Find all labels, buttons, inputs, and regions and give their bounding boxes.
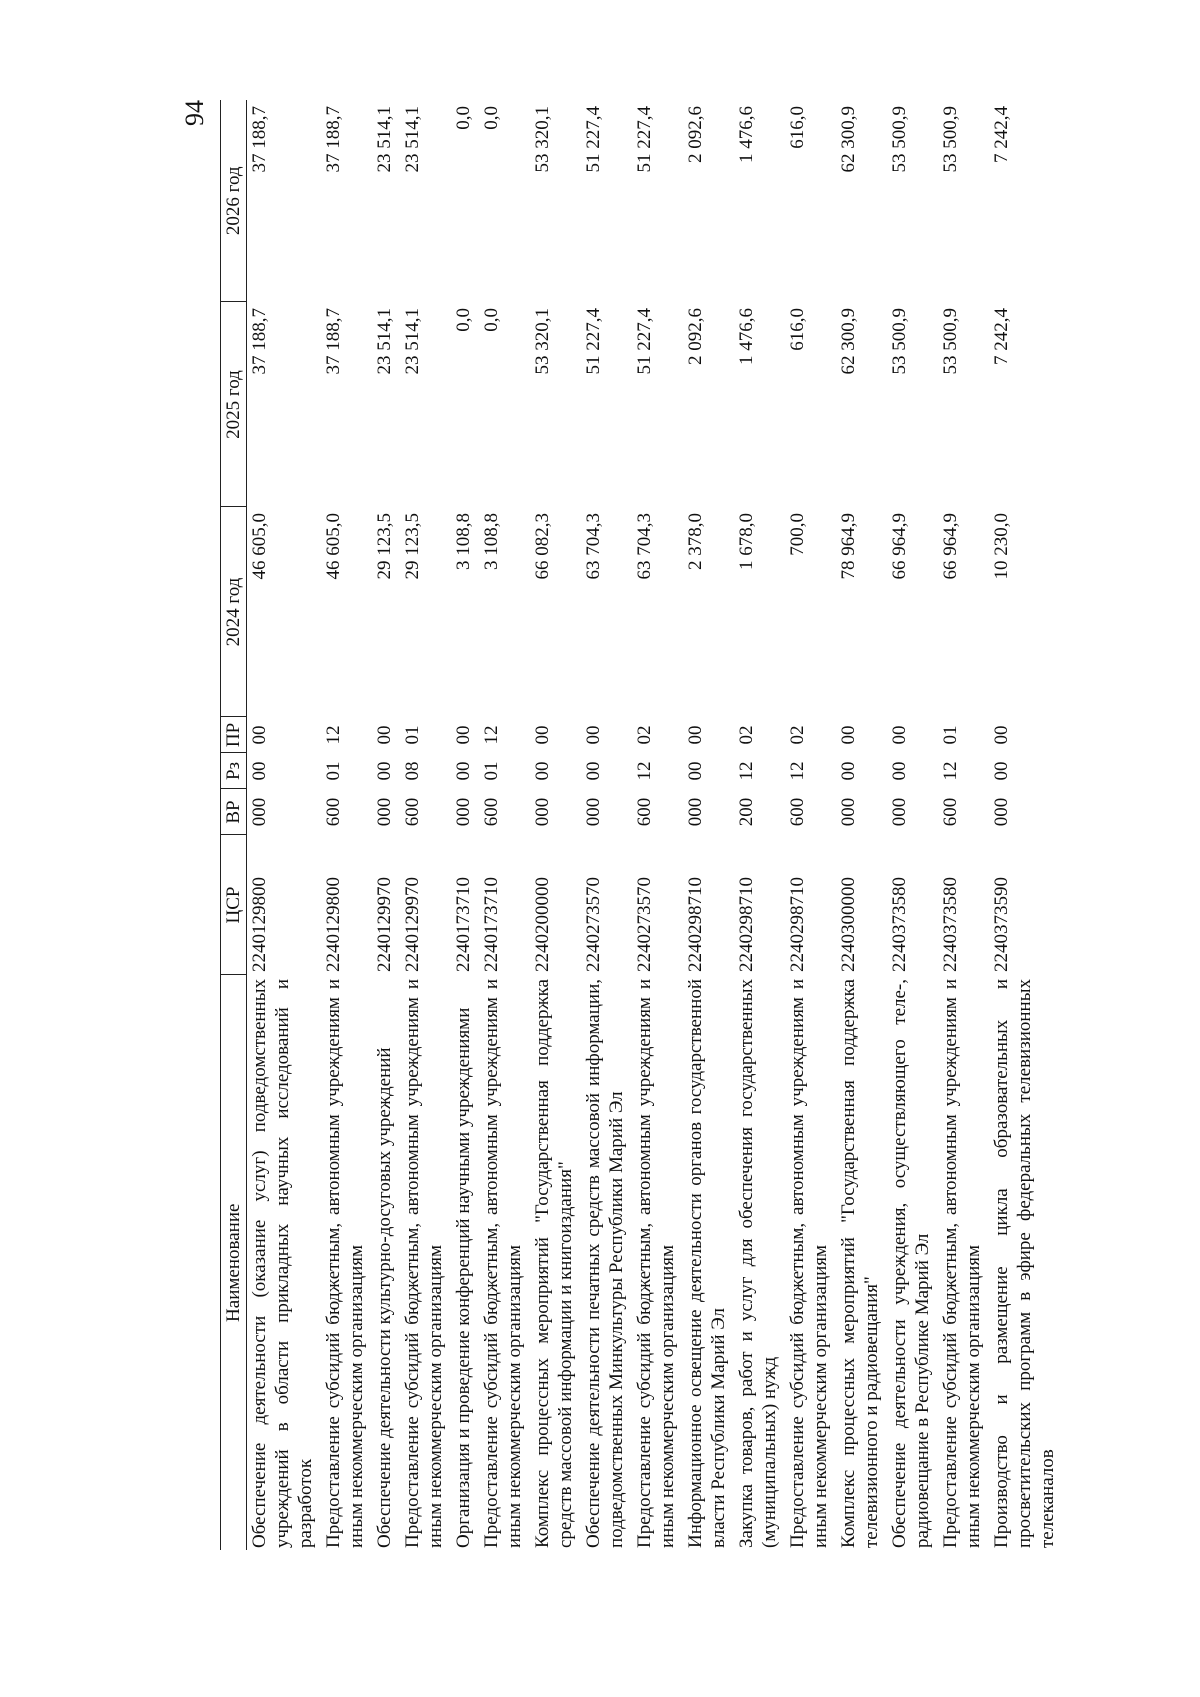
header-pr: ПР	[221, 717, 247, 753]
cell-2025: 23 514,1	[374, 308, 395, 375]
cell-2026: 0,0	[453, 106, 474, 130]
cell-2024: 10 230,0	[991, 513, 1012, 580]
header-2026: 2026 год	[221, 100, 247, 302]
cell-csr: 2240373580	[940, 877, 961, 972]
cell-2026: 37 188,7	[249, 106, 270, 173]
cell-pr: 01	[940, 725, 961, 745]
cell-2026: 0,0	[481, 106, 502, 130]
cell-rz: 00	[249, 761, 270, 781]
cell-vr: 200	[736, 797, 757, 827]
cell-vr: 000	[532, 797, 553, 827]
cell-rz: 00	[838, 761, 859, 781]
table-row	[632, 100, 683, 1550]
cell-csr: 2240298710	[685, 877, 706, 972]
cell-2025: 23 514,1	[402, 308, 423, 375]
cell-vr: 000	[991, 797, 1012, 827]
cell-2025: 7 242,4	[991, 308, 1012, 365]
cell-name: Комплекс процессных мероприятий "Государственная поддержка телевизионного и радиовещания"	[838, 979, 882, 1548]
table-row	[479, 100, 530, 1550]
cell-2026: 53 320,1	[532, 106, 553, 173]
cell-csr: 2240373590	[991, 877, 1012, 972]
cell-vr: 600	[323, 797, 344, 827]
cell-name: Предоставление субсидий бюджетным, автономным учреждениям и иным некоммерческим организациям	[787, 979, 831, 1548]
cell-csr: 2240129800	[323, 877, 344, 972]
header-2025: 2025 год	[221, 302, 247, 507]
cell-rz: 00	[685, 761, 706, 781]
header-name: Наименование	[221, 975, 247, 1550]
cell-rz: 08	[402, 761, 423, 781]
table-row	[785, 100, 836, 1550]
cell-csr: 2240173710	[453, 877, 474, 972]
cell-name: Обеспечение деятельности культурно-досуговых учреждений	[374, 1047, 395, 1548]
table-row	[938, 100, 989, 1550]
cell-2026: 23 514,1	[374, 106, 395, 173]
cell-pr: 02	[736, 725, 757, 745]
cell-name: Предоставление субсидий бюджетным, автономным учреждениям и иным некоммерческим организациям	[402, 979, 446, 1548]
cell-vr: 000	[374, 797, 395, 827]
page-number: 94	[180, 100, 209, 126]
cell-2025: 51 227,4	[634, 308, 655, 375]
cell-2025: 53 500,9	[889, 308, 910, 375]
cell-2024: 29 123,5	[402, 513, 423, 580]
cell-2025: 37 188,7	[323, 308, 344, 375]
cell-name: Предоставление субсидий бюджетным, автономным учреждениям и иным некоммерческим организациям	[634, 979, 678, 1548]
table-row	[836, 100, 887, 1550]
cell-csr: 2240173710	[481, 877, 502, 972]
cell-2024: 78 964,9	[838, 513, 859, 580]
table-row	[372, 100, 400, 1550]
cell-2026: 2 092,6	[685, 106, 706, 163]
cell-2025: 2 092,6	[685, 308, 706, 365]
cell-rz: 01	[481, 761, 502, 781]
cell-vr: 600	[940, 797, 961, 827]
cell-rz: 00	[991, 761, 1012, 781]
cell-name: Закупка товаров, работ и услуг для обеспечения государственных (муниципальных) нужд	[736, 979, 780, 1548]
cell-csr: 2240129970	[402, 877, 423, 972]
cell-csr: 2240273570	[634, 877, 655, 972]
table-header-row	[221, 100, 247, 1550]
cell-2026: 7 242,4	[991, 106, 1012, 163]
cell-rz: 00	[374, 761, 395, 781]
cell-name: Предоставление субсидий бюджетным, автономным учреждениям и иным некоммерческим организациям	[323, 979, 367, 1548]
cell-2025: 0,0	[481, 308, 502, 332]
cell-csr: 2240300000	[838, 877, 859, 972]
cell-name: Предоставление субсидий бюджетным, автономным учреждениям и иным некоммерческим организациям	[481, 979, 525, 1548]
cell-name: Обеспечение деятельности учреждения, осуществляющего теле-, радиовещание в Республике Марий Эл	[889, 979, 933, 1548]
cell-pr: 12	[323, 725, 344, 745]
cell-2024: 700,0	[787, 513, 808, 556]
cell-2024: 66 964,9	[889, 513, 910, 580]
cell-2026: 51 227,4	[634, 106, 655, 173]
cell-2026: 1 476,6	[736, 106, 757, 163]
cell-name: Информационное освещение деятельности органов государственной власти Республики Марий Эл	[685, 979, 729, 1548]
cell-vr: 000	[685, 797, 706, 827]
cell-vr: 600	[787, 797, 808, 827]
cell-vr: 600	[634, 797, 655, 827]
cell-rz: 00	[889, 761, 910, 781]
cell-2025: 0,0	[453, 308, 474, 332]
cell-vr: 000	[249, 797, 270, 827]
cell-name: Обеспечение деятельности (оказание услуг) подведомственных учреждений в области прикладных научных исследований и разработок	[249, 979, 316, 1548]
cell-csr: 2240129800	[249, 877, 270, 972]
cell-rz: 00	[453, 761, 474, 781]
header-rz: Рз	[221, 753, 247, 789]
cell-vr: 000	[889, 797, 910, 827]
cell-vr: 000	[453, 797, 474, 827]
cell-rz: 12	[940, 761, 961, 781]
cell-vr: 600	[481, 797, 502, 827]
cell-2025: 616,0	[787, 308, 808, 351]
cell-csr: 2240200000	[532, 877, 553, 972]
cell-2025: 37 188,7	[249, 308, 270, 375]
cell-csr: 2240129970	[374, 877, 395, 972]
rotated-content	[170, 90, 1170, 1550]
cell-name: Предоставление субсидий бюджетным, автономным учреждениям и иным некоммерческим организациям	[940, 979, 984, 1548]
cell-vr: 600	[402, 797, 423, 827]
table-row	[734, 100, 785, 1550]
cell-pr: 00	[532, 725, 553, 745]
cell-2024: 46 605,0	[323, 513, 344, 580]
budget-table	[220, 100, 1063, 1550]
cell-pr: 00	[889, 725, 910, 745]
header-2024: 2024 год	[221, 507, 247, 717]
cell-name: Производство и размещение цикла образовательных и просветительских программ в эфире федеральных телевизионных телеканалов	[991, 979, 1058, 1548]
cell-pr: 00	[838, 725, 859, 745]
cell-rz: 01	[323, 761, 344, 781]
cell-2024: 1 678,0	[736, 513, 757, 570]
cell-2024: 63 704,3	[634, 513, 655, 580]
cell-csr: 2240298710	[787, 877, 808, 972]
cell-rz: 12	[736, 761, 757, 781]
cell-pr: 00	[583, 725, 604, 745]
cell-pr: 02	[634, 725, 655, 745]
cell-vr: 000	[583, 797, 604, 827]
cell-2024: 29 123,5	[374, 513, 395, 580]
cell-2025: 1 476,6	[736, 308, 757, 365]
cell-pr: 00	[685, 725, 706, 745]
cell-2024: 66 964,9	[940, 513, 961, 580]
cell-2025: 53 500,9	[940, 308, 961, 375]
cell-2026: 62 300,9	[838, 106, 859, 173]
cell-pr: 00	[249, 725, 270, 745]
header-vr: ВР	[221, 789, 247, 835]
cell-2024: 66 082,3	[532, 513, 553, 580]
cell-2026: 37 188,7	[323, 106, 344, 173]
cell-2026: 616,0	[787, 106, 808, 149]
cell-2026: 51 227,4	[583, 106, 604, 173]
cell-2026: 53 500,9	[889, 106, 910, 173]
cell-csr: 2240273570	[583, 877, 604, 972]
cell-2025: 53 320,1	[532, 308, 553, 375]
cell-pr: 00	[991, 725, 1012, 745]
table-row	[581, 100, 632, 1550]
table-row	[400, 100, 451, 1550]
cell-pr: 00	[453, 725, 474, 745]
table-row	[530, 100, 581, 1550]
cell-rz: 12	[787, 761, 808, 781]
cell-2025: 51 227,4	[583, 308, 604, 375]
cell-pr: 01	[402, 725, 423, 745]
table-row	[451, 100, 479, 1550]
cell-name: Комплекс процессных мероприятий "Государственная поддержка средств массовой информации и книгоиздания"	[532, 979, 576, 1548]
table-body	[247, 100, 1064, 1550]
cell-2024: 3 108,8	[453, 513, 474, 570]
cell-2024: 63 704,3	[583, 513, 604, 580]
cell-rz: 12	[634, 761, 655, 781]
table-row	[321, 100, 372, 1550]
header-csr: ЦСР	[221, 835, 247, 975]
cell-rz: 00	[583, 761, 604, 781]
cell-2024: 3 108,8	[481, 513, 502, 570]
cell-vr: 000	[838, 797, 859, 827]
cell-2024: 46 605,0	[249, 513, 270, 580]
cell-pr: 12	[481, 725, 502, 745]
cell-2026: 23 514,1	[402, 106, 423, 173]
table-row	[887, 100, 938, 1550]
cell-2025: 62 300,9	[838, 308, 859, 375]
table-row	[989, 100, 1063, 1550]
cell-name: Организация и проведение конференций научными учреждениями	[453, 1007, 474, 1548]
cell-2024: 2 378,0	[685, 513, 706, 570]
cell-pr: 00	[374, 725, 395, 745]
cell-name: Обеспечение деятельности печатных средств массовой информации, подведомственных Минкультуры Республики Марий Эл	[583, 979, 627, 1548]
table-row	[247, 100, 322, 1550]
cell-csr: 2240298710	[736, 877, 757, 972]
cell-pr: 02	[787, 725, 808, 745]
table-row	[683, 100, 734, 1550]
cell-rz: 00	[532, 761, 553, 781]
cell-csr: 2240373580	[889, 877, 910, 972]
cell-2026: 53 500,9	[940, 106, 961, 173]
